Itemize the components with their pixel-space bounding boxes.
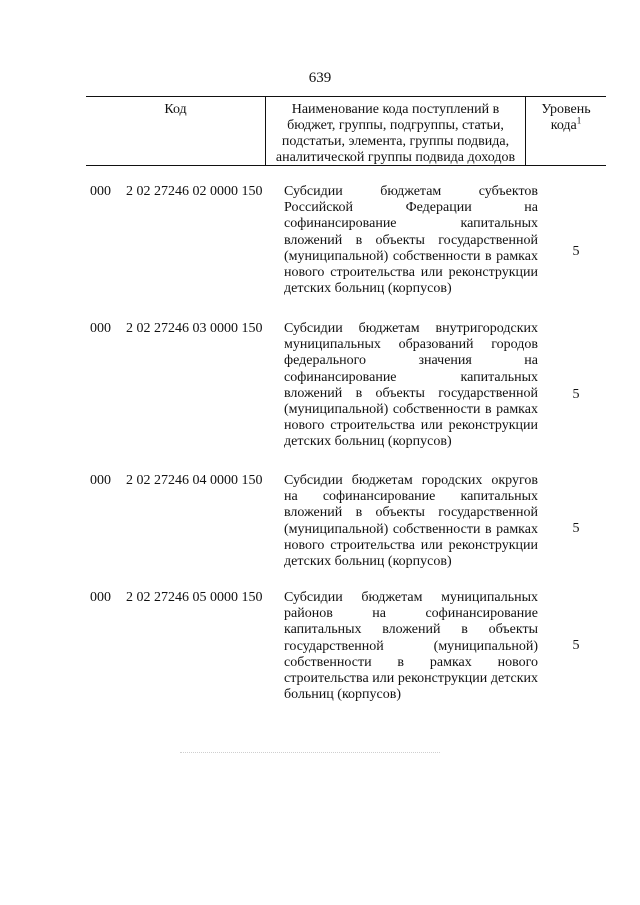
income-name: Субсидии бюджетам внутригородских муниципальных образований городов федерального значения на софинансирование капитальных вложений в объекты государственной (муниципальной) собственности в рамках нового строительства или реконструкции детских больниц (корпусов): [284, 321, 538, 450]
table-row: [86, 590, 606, 710]
admin-code: 000: [90, 184, 111, 199]
code-level: 5: [572, 638, 580, 653]
header-level-footnote: 1: [576, 115, 582, 126]
code-level: 5: [572, 521, 580, 536]
income-code: 2 02 27246 03 0000 150: [126, 321, 263, 336]
table-row: [86, 473, 606, 588]
code-level: 5: [572, 387, 580, 402]
table-row: [86, 321, 606, 471]
header-level-label: Уровень кода: [541, 102, 591, 133]
header-name-label: Наименование кода поступлений в бюджет, группы, подгруппы, статьи, подстатьи, элемента, группы подвида, аналитической группы подвида доходов: [275, 102, 516, 165]
income-name: Субсидии бюджетам муниципальных районов на софинансирование капитальных вложений в объекты государственной (муниципальной) собственности в рамках нового строительства или реконструкции детских больниц (корпусов): [284, 590, 538, 703]
admin-code: 000: [90, 590, 111, 605]
table-row: [86, 184, 606, 314]
table-header: [86, 96, 606, 166]
header-code: [86, 97, 266, 165]
income-name: Субсидии бюджетам субъектов Российской Федерации на софинансирование капитальных вложений в объекты государственной (муниципальной) собственности в рамках нового строительства или реконструкции детских больниц (корпусов): [284, 184, 538, 297]
code-level: 5: [572, 244, 580, 259]
header-code-label: Код: [164, 102, 187, 117]
income-code: 2 02 27246 05 0000 150: [126, 590, 263, 605]
income-name: Субсидии бюджетам городских округов на софинансирование капитальных вложений в объекты государственной (муниципальной) собственности в рамках нового строительства или реконструкции детских больниц (корпусов): [284, 473, 538, 570]
header-name: [266, 97, 526, 165]
admin-code: 000: [90, 321, 111, 336]
scan-artifact-dots: [180, 752, 440, 754]
page-number: 639: [308, 70, 332, 86]
income-code: 2 02 27246 04 0000 150: [126, 473, 263, 488]
header-level: [526, 97, 606, 165]
admin-code: 000: [90, 473, 111, 488]
income-code: 2 02 27246 02 0000 150: [126, 184, 263, 199]
